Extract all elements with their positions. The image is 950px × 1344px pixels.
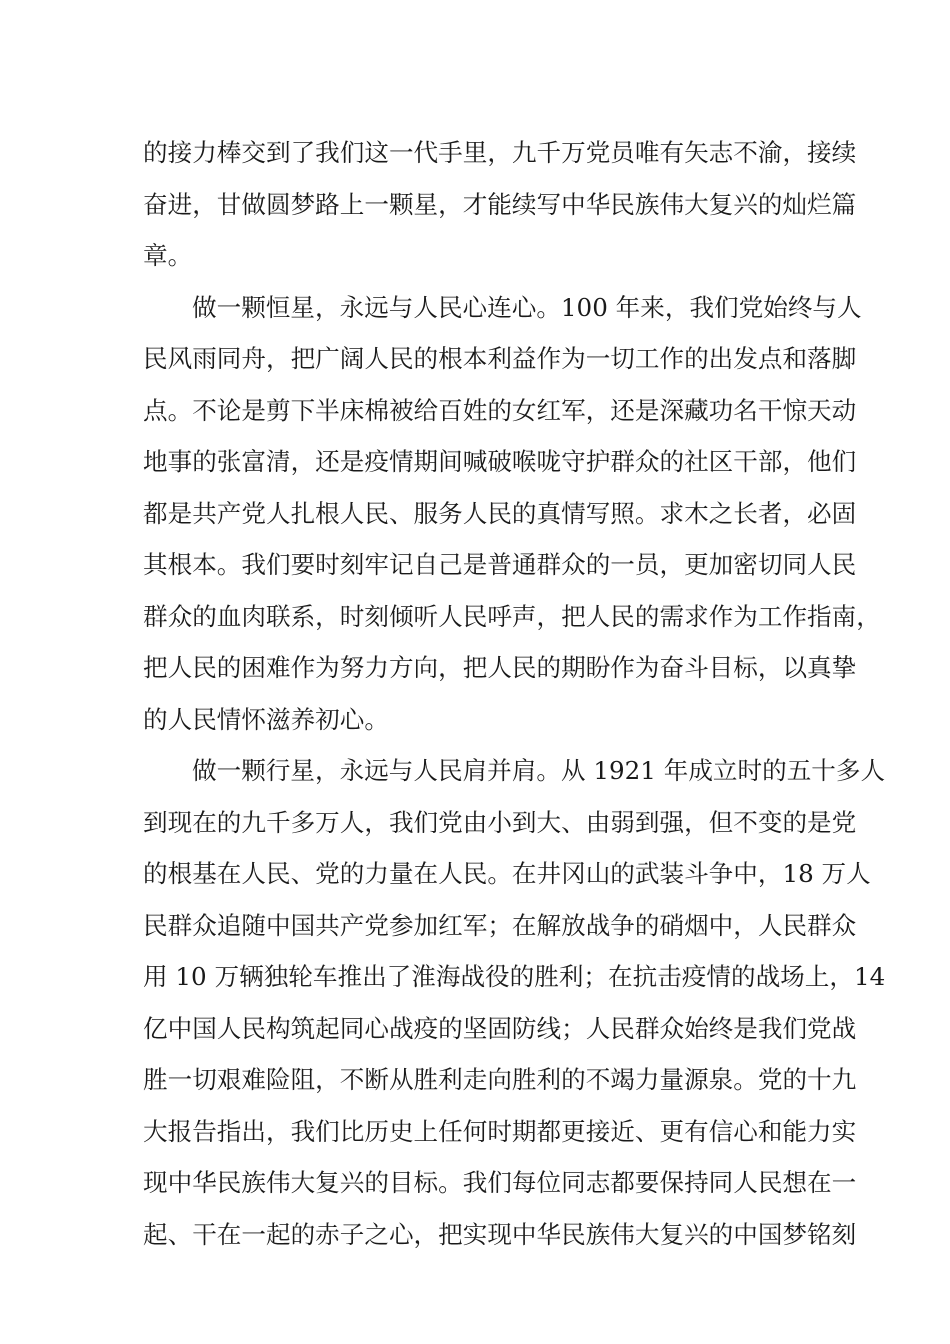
- text-line: 起、干在一起的赤子之心，把实现中华民族伟大复兴的中国梦铭刻: [143, 1219, 857, 1249]
- text-line: 的人民情怀滋养初心。: [143, 704, 389, 734]
- text-line: 点。不论是剪下半床棉被给百姓的女红军，还是深藏功名干惊天动: [143, 395, 857, 425]
- text-line: 把人民的困难作为努力方向，把人民的期盼作为奋斗目标，以真挚: [143, 653, 857, 682]
- text-line: 到现在的九千多万人，我们党由小到大、由弱到强，但不变的是党: [143, 807, 857, 837]
- text-line: 现中华民族伟大复兴的目标。我们每位同志都要保持同人民想在一: [143, 1168, 857, 1197]
- paragraph-start-line: 做一颗恒星，永远与人民心连心。100 年来，我们党始终与人: [192, 292, 862, 322]
- text-line: 民风雨同舟，把广阔人民的根本利益作为一切工作的出发点和落脚: [143, 344, 857, 373]
- paragraph-start-line: 做一颗行星，永远与人民肩并肩。从 1921 年成立时的五十多人: [192, 756, 886, 785]
- text-line: 亿中国人民构筑起同心战疫的坚固防线；人民群众始终是我们党战: [143, 1013, 857, 1043]
- text-line: 群众的血肉联系，时刻倾听人民呼声，把人民的需求作为工作指南，: [143, 601, 881, 631]
- text-line: 的接力棒交到了我们这一代手里，九千万党员唯有矢志不渝，接续: [143, 138, 857, 167]
- text-line: 章。: [143, 241, 193, 270]
- text-line: 民群众追随中国共产党参加红军；在解放战争的硝烟中，人民群众: [143, 910, 857, 940]
- text-line: 奋进，甘做圆梦路上一颗星，才能续写中华民族伟大复兴的灿烂篇: [143, 189, 857, 219]
- text-line: 用 10 万辆独轮车推出了淮海战役的胜利；在抗击疫情的战场上，14: [143, 962, 886, 991]
- body-text: [143, 127, 886, 1260]
- text-line: 地事的张富清，还是疫情期间喊破喉咙守护群众的社区干部，他们: [143, 447, 857, 476]
- text-line: 大报告指出，我们比历史上任何时期都更接近、更有信心和能力实: [143, 1116, 857, 1146]
- text-line: 的根基在人民、党的力量在人民。在井冈山的武装斗争中，18 万人: [143, 859, 871, 888]
- text-line: 都是共产党人扎根人民、服务人民的真情写照。求木之长者，必固: [143, 498, 857, 528]
- text-line: 其根本。我们要时刻牢记自己是普通群众的一员，更加密切同人民: [143, 550, 857, 579]
- text-line: 胜一切艰难险阻，不断从胜利走向胜利的不竭力量源泉。党的十九: [143, 1065, 857, 1094]
